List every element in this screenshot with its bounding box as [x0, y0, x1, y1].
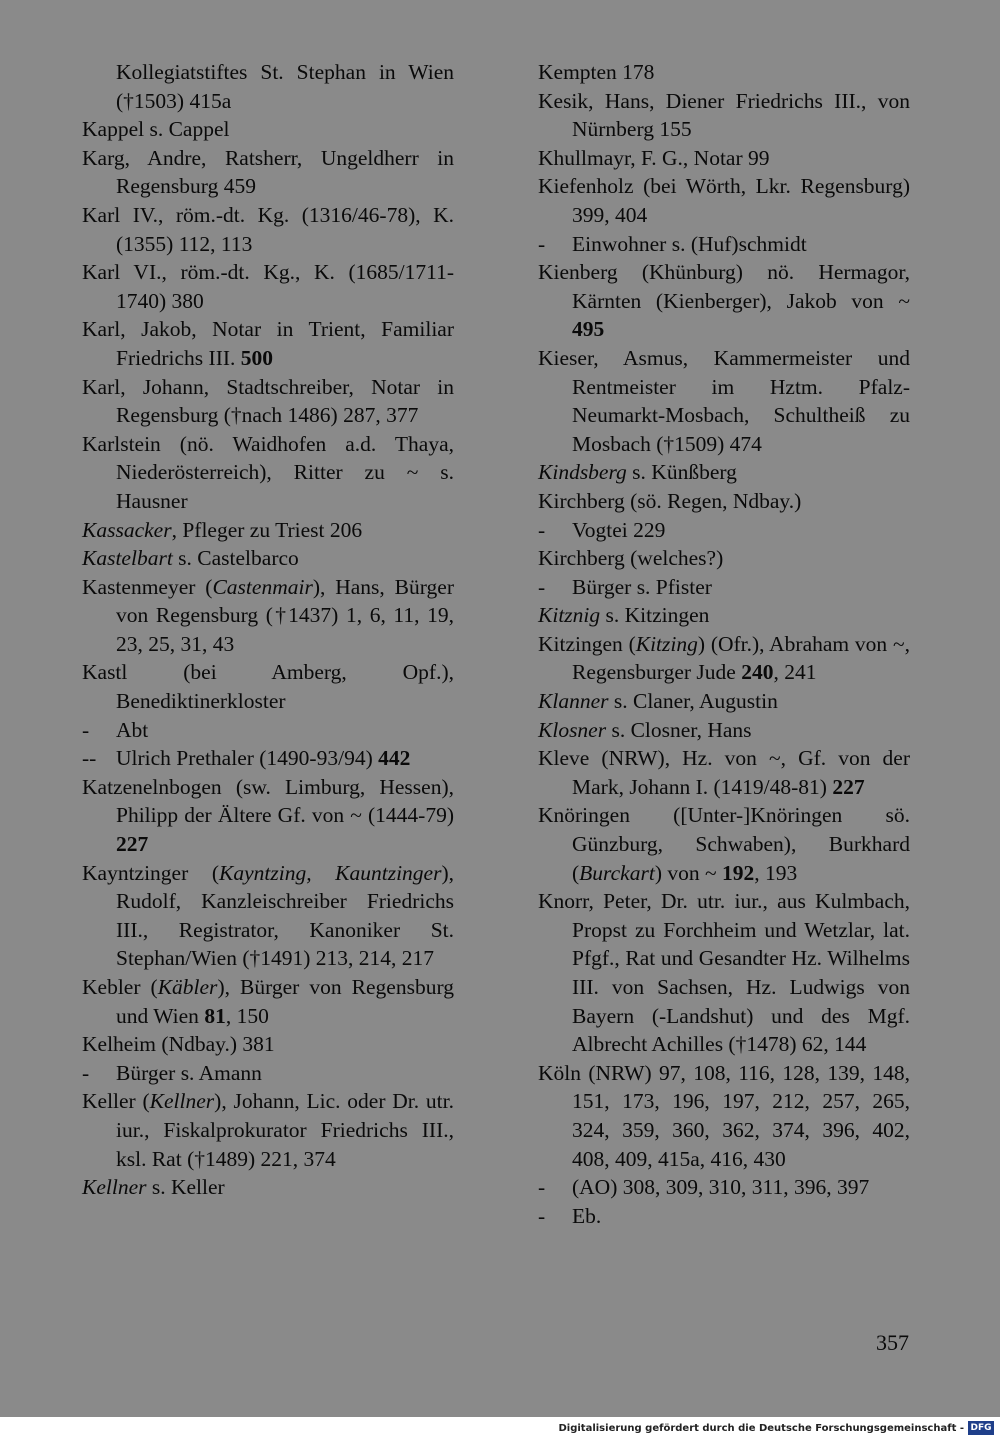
index-entry: Katzenelnbogen (sw. Limburg, Hessen), Philipp der Ältere Gf. von ~ (1444-79) 227	[82, 774, 454, 857]
index-subentry	[538, 1202, 910, 1231]
index-entry: Kelheim (Ndbay.) 381	[82, 1032, 275, 1057]
index-entry: Kollegiatstiftes St. Stephan in Wien (†1503) 415a	[116, 60, 454, 113]
index-entry: Kempten 178	[538, 60, 655, 84]
index-entry: Kleve (NRW), Hz. von ~, Gf. von der Mark, Johann I. (1419/48-81) 227	[538, 746, 910, 799]
index-entry: Kienberg (Khünburg) nö. Hermagor, Kärnten (Kienberger), Jakob von ~ 495	[538, 260, 910, 342]
index-entry: Kitznig s. Kitzingen	[538, 603, 710, 628]
dfg-logo: DFG	[968, 1421, 994, 1435]
index-subentry	[82, 744, 454, 773]
subentry-text: Vogtei 229	[572, 517, 666, 542]
footer-text: Digitalisierung gefördert durch die Deutsche Forschungsgemeinschaft -	[558, 1422, 964, 1434]
index-subentry	[538, 1173, 910, 1202]
subentry-dash: -	[538, 517, 546, 542]
index-entry: Klosner s. Closner, Hans	[538, 717, 752, 742]
subentry-dash: -	[538, 1175, 546, 1200]
index-entry: Kebler (Käbler), Bürger von Regensburg und Wien 81, 150	[82, 975, 454, 1028]
index-subentry	[82, 1059, 454, 1088]
subentry-dash: -	[538, 1203, 546, 1228]
index-entry: Karg, Andre, Ratsherr, Ungeldherr in Regensburg 459	[82, 145, 454, 199]
index-entry: Karl VI., röm.-dt. Kg., K. (1685/1711-1740) 380	[82, 260, 454, 313]
subentry-text: Bürger s. Pfister	[572, 574, 712, 599]
index-entry: Kellner s. Keller	[82, 1175, 225, 1200]
subentry-text: Ulrich Prethaler (1490-93/94) 442	[116, 746, 411, 771]
index-column-right	[538, 58, 910, 1230]
index-column-left	[82, 58, 454, 1202]
index-subentry	[538, 230, 910, 259]
index-entry: Knöringen ([Unter-]Knöringen sö. Günzburg, Schwaben), Burkhard (Burckart) von ~ 192, 193	[538, 803, 910, 885]
subentry-text: Einwohner s. (Huf)schmidt	[572, 231, 807, 256]
index-entry: Khullmayr, F. G., Notar 99	[538, 145, 770, 170]
index-entry: Kastelbart s. Castelbarco	[82, 546, 299, 571]
index-subentry	[538, 573, 910, 602]
index-entry: Kindsberg s. Künßberg	[538, 460, 737, 485]
subentry-dash: -	[538, 574, 546, 599]
index-entry: Köln (NRW) 97, 108, 116, 128, 139, 148, 151, 173, 196, 197, 212, 257, 265, 324, 359, 360, 362, 374, 396, 402, 408, 409, 415a, 416, 430	[538, 1060, 910, 1171]
index-entry: Kirchberg (sö. Regen, Ndbay.)	[538, 488, 802, 513]
index-entry: Kesik, Hans, Diener Friedrichs III., von Nürnberg 155	[538, 88, 910, 142]
index-entry: Kassacker, Pfleger zu Triest 206	[82, 517, 363, 542]
subentry-dash: -	[538, 231, 546, 256]
subentry-dash: -	[82, 717, 90, 742]
index-entry: Karl, Jakob, Notar in Trient, Familiar Friedrichs III. 500	[82, 317, 454, 370]
index-entry: Karlstein (nö. Waidhofen a.d. Thaya, Niederösterreich), Ritter zu ~ s. Hausner	[82, 431, 454, 513]
index-entry: Kastenmeyer (Castenmair), Hans, Bürger von Regensburg (†1437) 1, 6, 11, 19, 23, 25, 31, 43	[82, 574, 454, 656]
index-entry: Karl IV., röm.-dt. Kg. (1316/46-78), K. (1355) 112, 113	[82, 202, 454, 256]
index-entry: Kappel s. Cappel	[82, 117, 230, 142]
subentry-text: Eb.	[572, 1203, 602, 1228]
subentry-text: Abt	[116, 717, 149, 742]
index-entry: Kastl (bei Amberg, Opf.), Benediktinerkloster	[82, 660, 454, 714]
subentry-text: (AO) 308, 309, 310, 311, 396, 397	[572, 1175, 870, 1200]
index-entry: Karl, Johann, Stadtschreiber, Notar in Regensburg (†nach 1486) 287, 377	[82, 374, 454, 428]
index-entry: Knorr, Peter, Dr. utr. iur., aus Kulmbach, Propst zu Forchheim und Wetzlar, lat. Pfgf., Rat und Gesandter Hz. Wilhelms III. von Sachsen, Hz. Ludwigs von Bayern (-Landshut) und des Mgf. Albrecht Achilles (†1478) 62, 144	[538, 889, 910, 1057]
index-entry: Kayntzinger (Kayntzing, Kauntzinger), Rudolf, Kanzleischreiber Friedrichs III., Registrator, Kanoniker St. Stephan/Wien (†1491) 213, 214, 217	[82, 860, 455, 971]
index-entry: Kirchberg (welches?)	[538, 546, 724, 571]
index-entry: Kieser, Asmus, Kammermeister und Rentmeister im Hztm. Pfalz-Neumarkt-Mosbach, Schultheiß zu Mosbach (†1509) 474	[538, 345, 910, 456]
index-entry: Keller (Kellner), Johann, Lic. oder Dr. utr. iur., Fiskalprokurator Friedrichs III., ksl. Rat (†1489) 221, 374	[82, 1089, 454, 1171]
page-number: 357	[876, 1330, 909, 1355]
index-entry: Kiefenholz (bei Wörth, Lkr. Regensburg) 399, 404	[538, 174, 910, 227]
index-entry: Klanner s. Claner, Augustin	[538, 689, 778, 714]
index-entry: Kitzingen (Kitzing) (Ofr.), Abraham von ~, Regensburger Jude 240, 241	[538, 631, 910, 685]
subentry-dash: -	[82, 1060, 90, 1085]
subentry-dash: --	[82, 746, 97, 771]
subentry-text: Bürger s. Amann	[116, 1060, 262, 1085]
footer-bar	[0, 1417, 1000, 1439]
index-subentry	[82, 716, 454, 745]
index-subentry	[538, 516, 910, 545]
